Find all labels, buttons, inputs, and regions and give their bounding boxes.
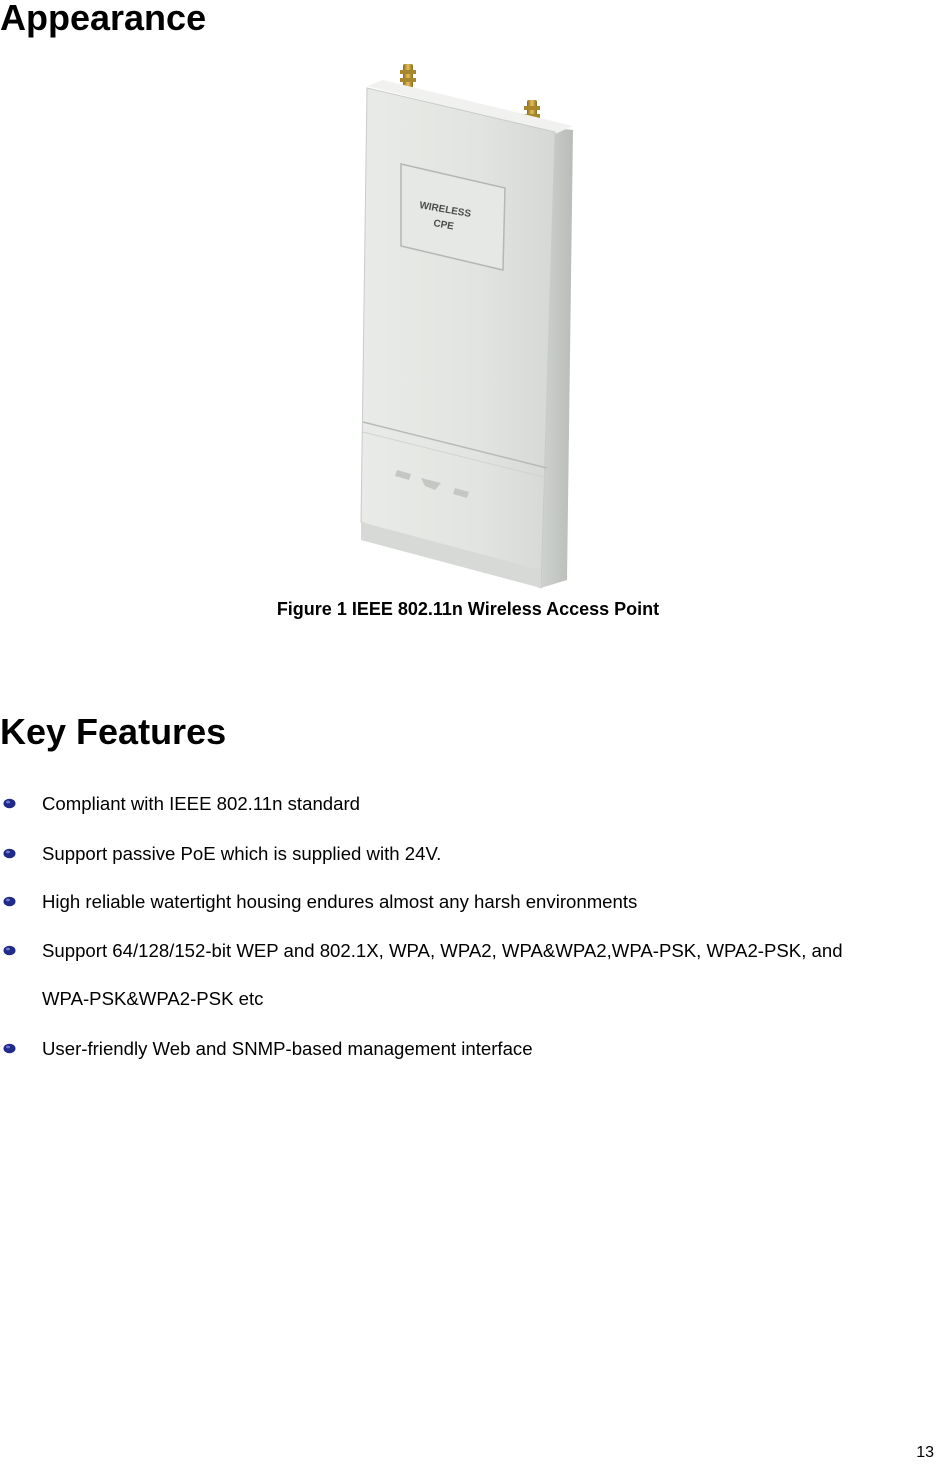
list-item — [0, 842, 936, 866]
feature-text: User-friendly Web and SNMP-based management interface — [42, 1038, 533, 1059]
feature-text: Compliant with IEEE 802.11n standard — [42, 793, 360, 814]
list-item — [0, 1037, 936, 1061]
appearance-heading: Appearance — [0, 0, 207, 38]
figure-caption: Figure 1 IEEE 802.11n Wireless Access Point — [276, 599, 660, 619]
list-item-continuation — [0, 987, 936, 1011]
device-label-text: WIRELESS — [418, 200, 472, 221]
bullet-icon — [3, 896, 16, 907]
bullet-icon — [3, 798, 16, 809]
antenna-connector-left — [400, 64, 416, 88]
bullet-icon — [3, 1043, 16, 1054]
device-label-text: CPE — [432, 218, 455, 233]
bullet-icon — [3, 848, 16, 859]
list-item — [0, 792, 936, 816]
page-number: 13 — [916, 1444, 934, 1461]
wireless-access-point-photo — [355, 60, 585, 590]
feature-text: Support passive PoE which is supplied with 24V. — [42, 843, 442, 864]
list-item — [0, 939, 936, 963]
access-point-illustration — [355, 60, 585, 590]
list-item — [0, 890, 936, 914]
key-features-heading: Key Features — [0, 711, 227, 752]
feature-text: Support 64/128/152-bit WEP and 802.1X, WPA, WPA2, WPA&WPA2,WPA-PSK, WPA2-PSK, and — [42, 940, 843, 961]
feature-text: WPA-PSK&WPA2-PSK etc — [42, 988, 264, 1009]
bullet-icon — [3, 945, 16, 956]
feature-text: High reliable watertight housing endures almost any harsh environments — [42, 891, 638, 912]
